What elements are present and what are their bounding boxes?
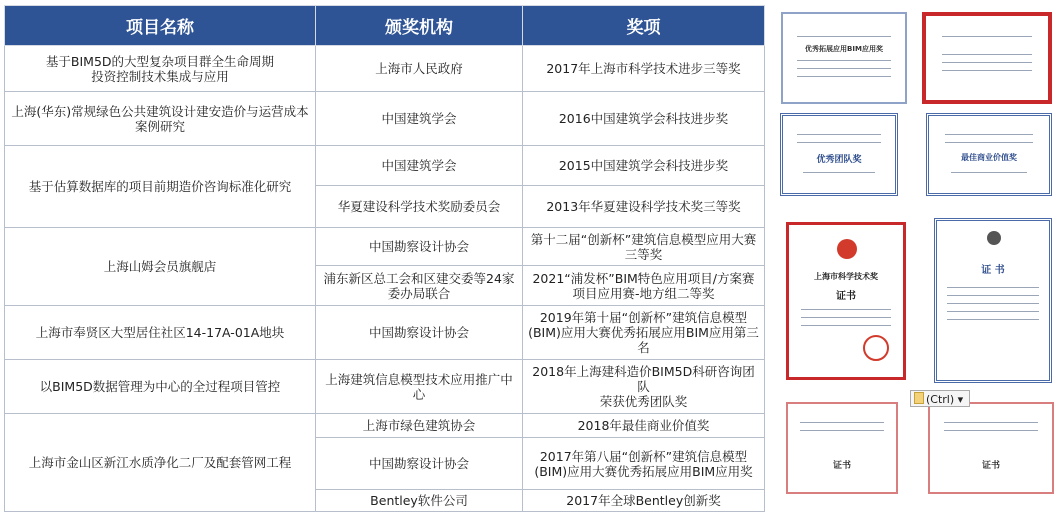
- table-row: [5, 146, 765, 186]
- certificate-title: 证书: [832, 461, 851, 471]
- org-cell: 上海市人民政府: [316, 46, 523, 92]
- award-cell: 2018年上海建科造价BIM5D科研咨询团队 荣获优秀团队奖: [523, 360, 765, 414]
- project-cell: 上海(华东)常规绿色公共建筑设计建安造价与运营成本 案例研究: [5, 92, 316, 146]
- clipboard-icon: [914, 392, 924, 404]
- table-row: [5, 360, 765, 414]
- certificate-subtitle: 证书: [836, 291, 856, 302]
- certificate-thumbnail: [926, 113, 1052, 196]
- project-cell: 上海市奉贤区大型居住社区14-17A-01A地块: [5, 306, 316, 360]
- table-row: [5, 414, 765, 438]
- org-cell: 中国勘察设计协会: [316, 228, 523, 266]
- table-row: [5, 306, 765, 360]
- org-cell: 中国勘察设计协会: [316, 438, 523, 490]
- certificate-title: 证书: [981, 461, 1000, 471]
- award-cell: 2017年全球Bentley创新奖: [523, 490, 765, 512]
- certificate-title: 最佳商业价值奖: [961, 153, 1017, 162]
- project-cell: 基于估算数据库的项目前期造价咨询标准化研究: [5, 146, 316, 228]
- certificate-title: 证 书: [981, 265, 1005, 276]
- certificate-thumbnail: [786, 402, 898, 494]
- header-project-name: 项目名称: [5, 6, 316, 46]
- certificate-title: 优秀拓展应用BIM应用奖: [805, 45, 883, 53]
- certificate-thumbnail: [786, 222, 906, 380]
- award-cell: 2019年第十届“创新杯”建筑信息模型(BIM)应用大赛优秀拓展应用BIM应用第三名: [523, 306, 765, 360]
- org-cell: 中国勘察设计协会: [316, 306, 523, 360]
- table-row: [5, 92, 765, 146]
- award-cell: 2015中国建筑学会科技进步奖: [523, 146, 765, 186]
- award-cell: 2018年最佳商业价值奖: [523, 414, 765, 438]
- org-cell: Bentley软件公司: [316, 490, 523, 512]
- emblem-icon: [837, 239, 857, 259]
- certificate-title: 上海市科学技术奖: [814, 272, 878, 281]
- certificate-thumbnail: [781, 12, 907, 104]
- award-cell: 2017年第八届“创新杯”建筑信息模型(BIM)应用大赛优秀拓展应用BIM应用奖: [523, 438, 765, 490]
- org-cell: 上海建筑信息模型技术应用推广中心: [316, 360, 523, 414]
- certificate-thumbnail: [780, 113, 898, 196]
- project-cell: 以BIM5D数据管理为中心的全过程项目管控: [5, 360, 316, 414]
- org-cell: 浦东新区总工会和区建交委等24家委办局联合: [316, 266, 523, 306]
- award-cell: 2021“浦发杯”BIM特色应用项目/方案赛项目应用赛-地方组二等奖: [523, 266, 765, 306]
- paste-label: (Ctrl): [926, 393, 955, 406]
- emblem-icon: [987, 231, 1001, 245]
- awards-table: [4, 5, 765, 512]
- certificate-thumbnail: [928, 402, 1054, 494]
- award-cell: 2017年上海市科学技术进步三等奖: [523, 46, 765, 92]
- certificate-title: 优秀团队奖: [816, 155, 862, 165]
- certificate-thumbnail: [922, 12, 1052, 104]
- award-cell: 2016中国建筑学会科技进步奖: [523, 92, 765, 146]
- award-cell: 第十二届“创新杯”建筑信息模型应用大赛三等奖: [523, 228, 765, 266]
- org-cell: 中国建筑学会: [316, 146, 523, 186]
- project-cell: 上海市金山区新江水质净化二厂及配套管网工程: [5, 414, 316, 512]
- header-award: 奖项: [523, 6, 765, 46]
- table-row: [5, 46, 765, 92]
- award-cell: 2013年华夏建设科学技术奖三等奖: [523, 186, 765, 228]
- stamp-icon: [863, 335, 889, 361]
- certificate-thumbnail: [934, 218, 1052, 383]
- paste-options-button[interactable]: (Ctrl) ▾: [910, 390, 970, 407]
- project-cell: 上海山姆会员旗舰店: [5, 228, 316, 306]
- table-row: [5, 228, 765, 266]
- header-award-org: 颁奖机构: [316, 6, 523, 46]
- project-cell: 基于BIM5D的大型复杂项目群全生命周期 投资控制技术集成与应用: [5, 46, 316, 92]
- org-cell: 上海市绿色建筑协会: [316, 414, 523, 438]
- org-cell: 华夏建设科学技术奖励委员会: [316, 186, 523, 228]
- org-cell: 中国建筑学会: [316, 92, 523, 146]
